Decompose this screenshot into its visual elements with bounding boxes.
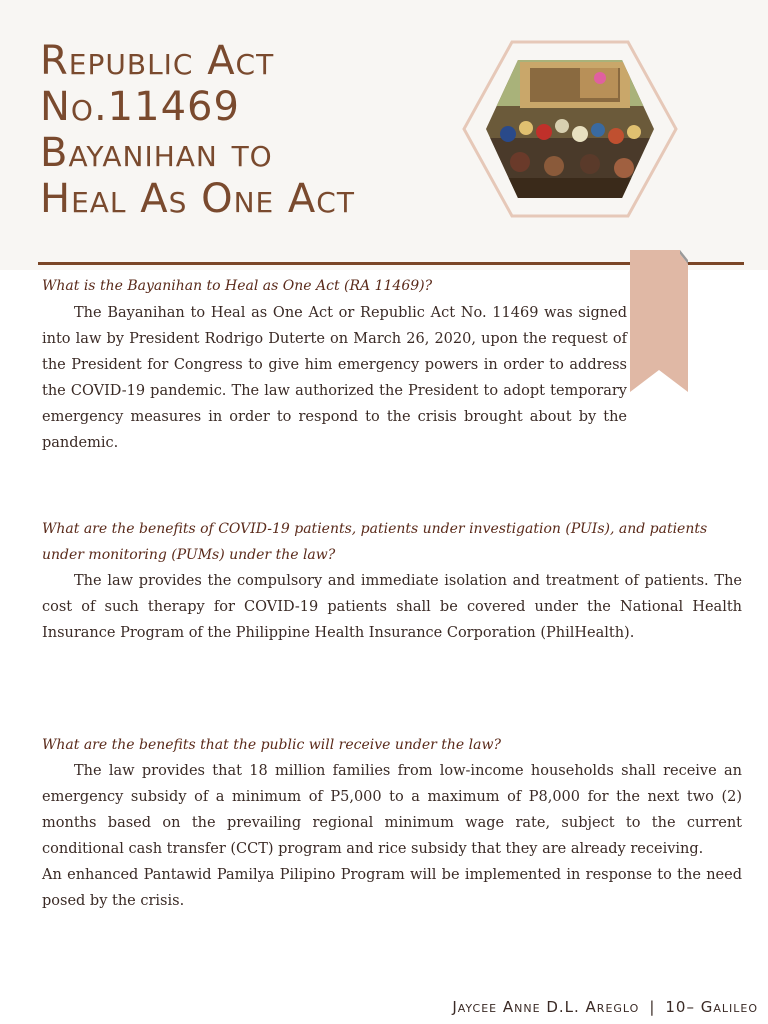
bookmark-ribbon-icon <box>630 250 688 392</box>
section-question: What are the benefits of COVID-19 patients, patients under investigation (PUIs), and patients under monitoring (PUMs) under the law? <box>42 521 708 563</box>
section-public-benefits <box>42 732 742 914</box>
bayanihan-painting-image <box>480 56 660 202</box>
page-title <box>40 38 355 222</box>
title-line-1: Republic Act <box>40 38 275 84</box>
title-line-2: No.11469 <box>40 84 240 130</box>
footer-author-line <box>452 998 758 1016</box>
title-line-3: Bayanihan to <box>40 130 273 176</box>
footer-class-section: 10– Galileo <box>665 998 758 1016</box>
section-paragraph: The Bayanihan to Heal as One Act or Republic Act No. 11469 was signed into law by President Rodrigo Duterte on March 26, 2020, upon the request of the President for Congress to give him emergency powers in order to address the COVID-19 pandemic. The law authorized the President to adopt temporary emergency measures in order to respond to the crisis brought about by the pandemic. <box>42 305 627 451</box>
section-question: What are the benefits that the public will receive under the law? <box>42 737 501 753</box>
section-question: What is the Bayanihan to Heal as One Act (RA 11469)? <box>42 278 433 294</box>
section-what-is-the-act <box>42 276 627 456</box>
footer-separator: | <box>649 998 656 1016</box>
title-line-4: Heal As One Act <box>40 176 355 222</box>
section-paragraph: The law provides the compulsory and immediate isolation and treatment of patients. The cost of such therapy for COVID-19 patients shall be covered under the National Health Insurance Program of the Philippine Health Insurance Corporation (PhilHealth). <box>42 573 742 641</box>
section-paragraph: An enhanced Pantawid Pamilya Pilipino Program will be implemented in response to the need posed by the crisis. <box>42 867 742 909</box>
hexagon-painting <box>460 38 680 220</box>
section-patient-benefits <box>42 516 742 646</box>
footer-author: Jaycee Anne D.L. Areglo <box>452 998 640 1016</box>
section-paragraph: The law provides that 18 million families from low-income households shall receive an emergency subsidy of a minimum of P5,000 to a maximum of P8,000 for the next two (2) months based on the prevailing regional minimum wage rate, subject to the current conditional cash transfer (CCT) program and rice subsidy that they are already receiving. <box>42 763 742 857</box>
